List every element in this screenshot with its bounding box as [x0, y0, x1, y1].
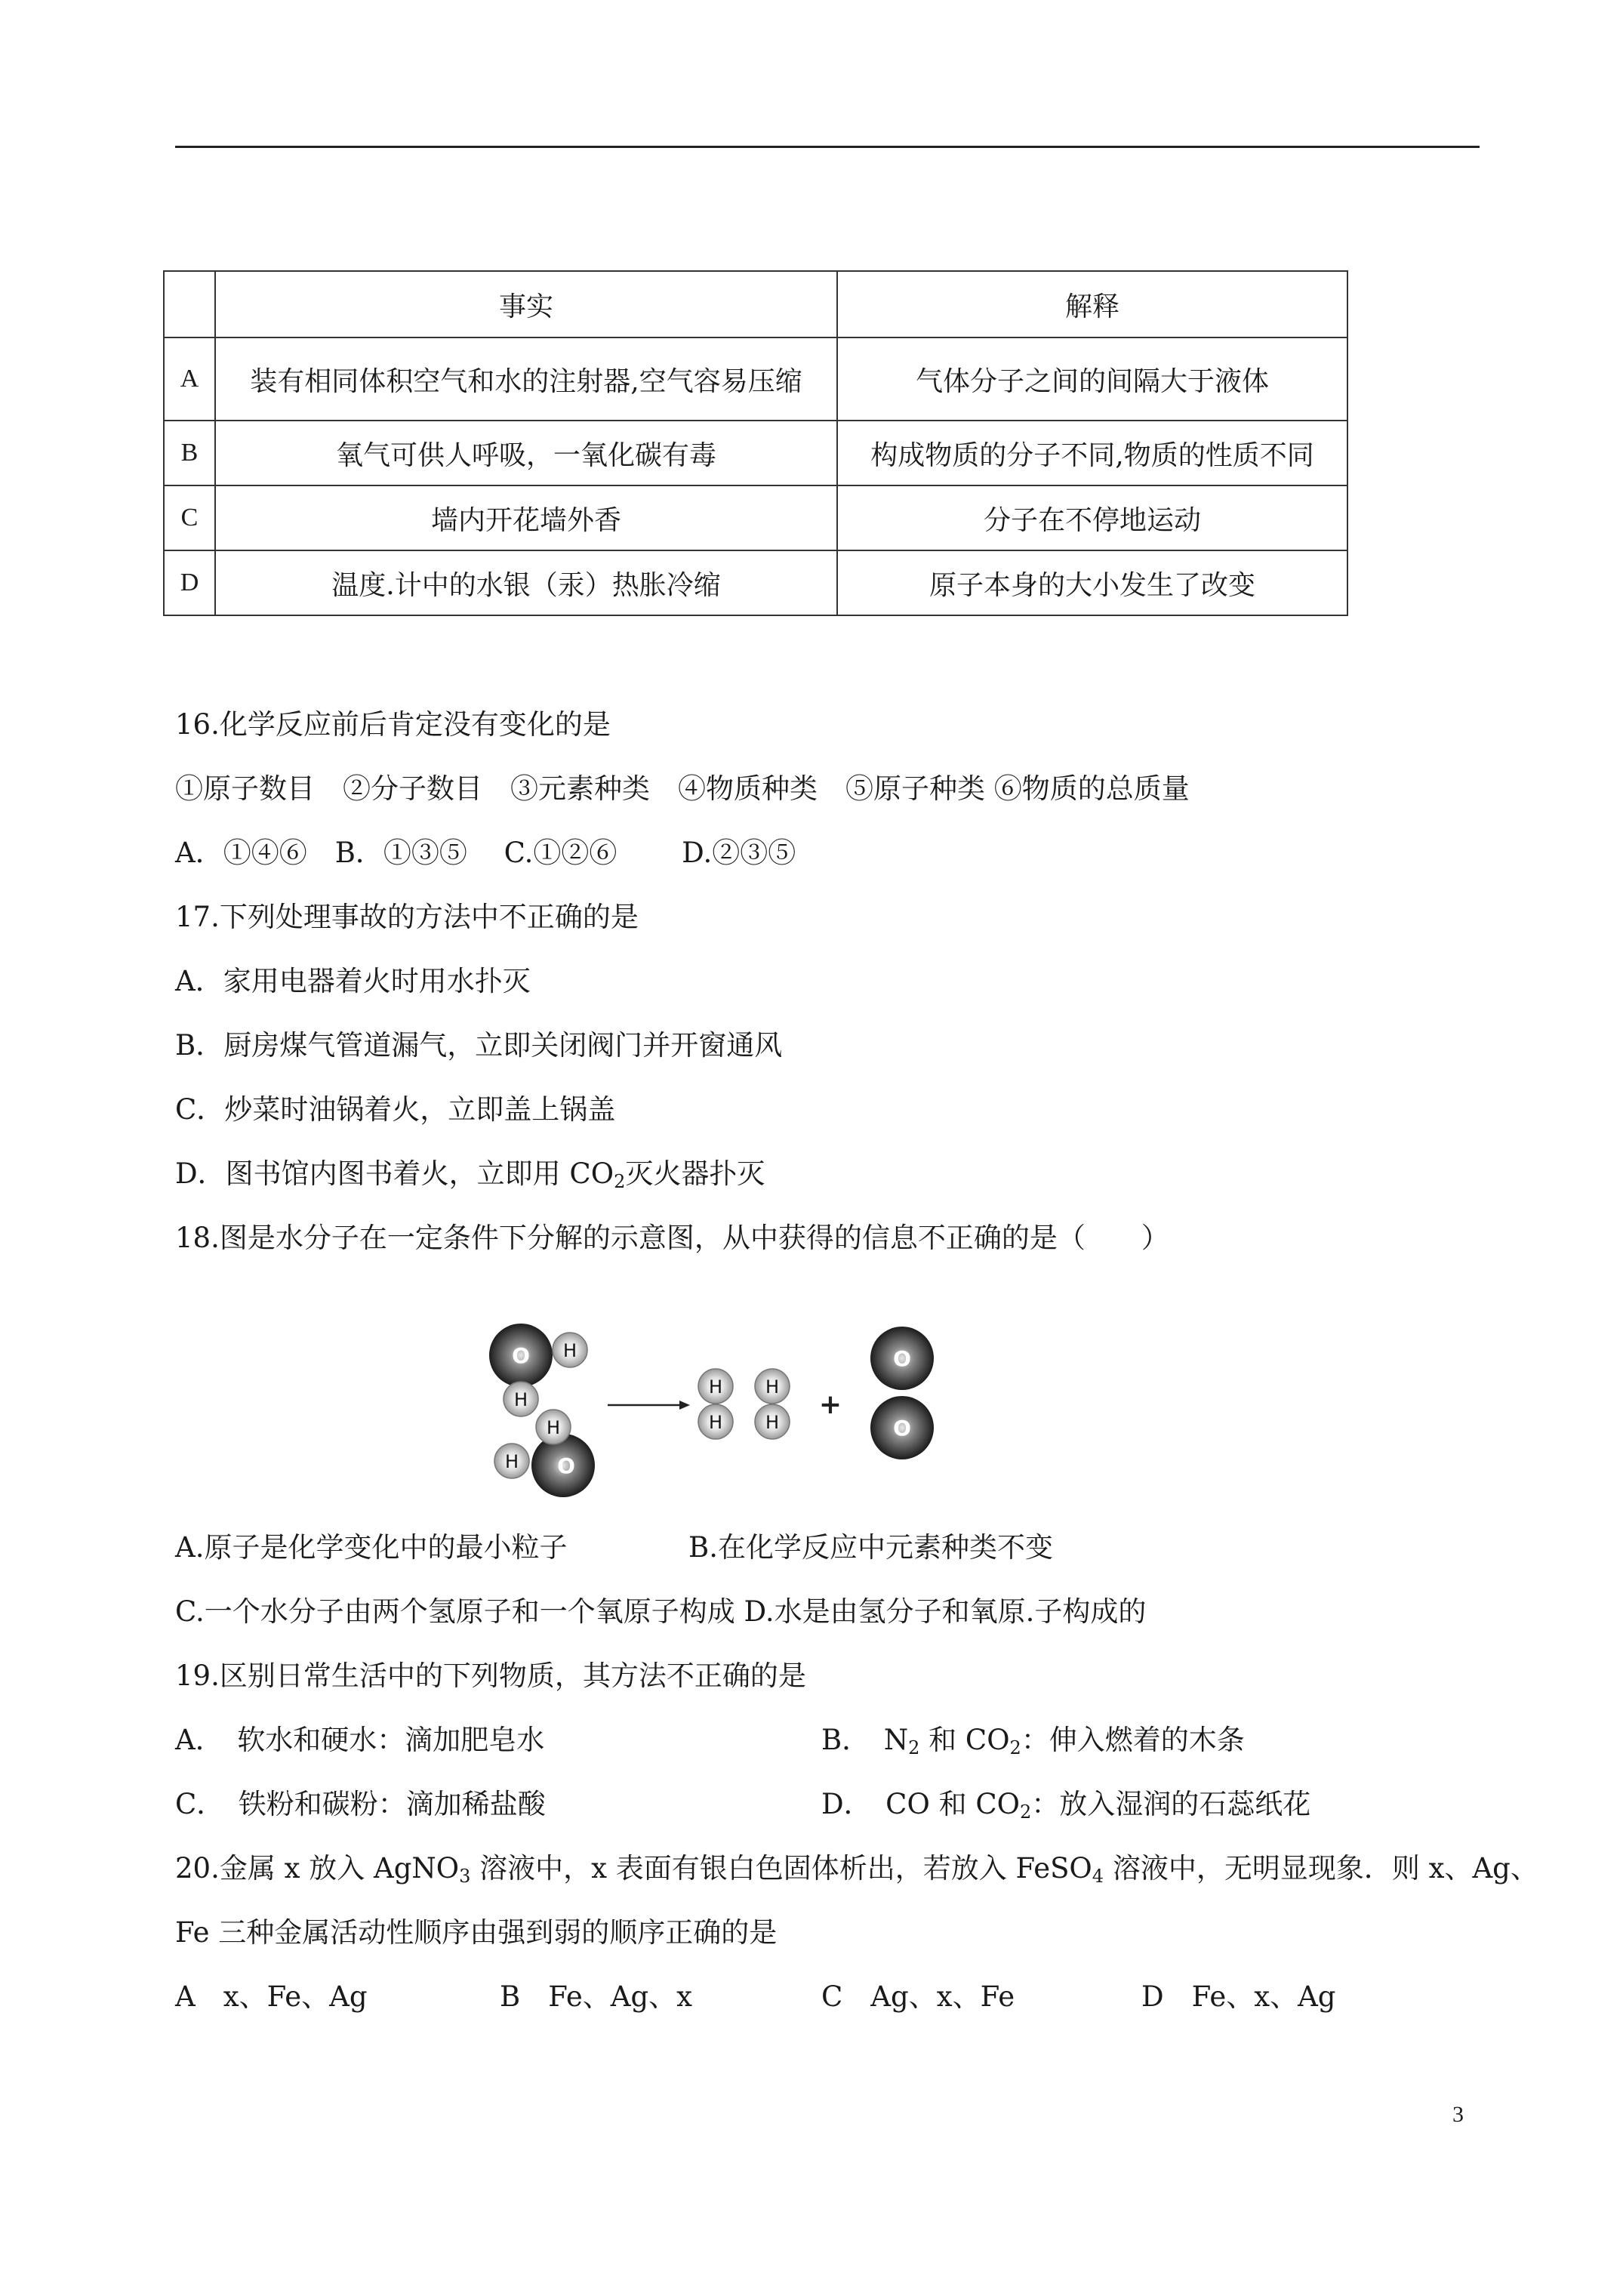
q17-option-d	[175, 1157, 765, 1192]
q17-option-a: A．家用电器着火时用水扑灭	[175, 965, 531, 997]
hydrogen-label: H	[513, 1389, 528, 1410]
row-explanation: 分子在不停地运动	[837, 485, 1347, 550]
q20-option-d: D Fe、x、Ag	[1141, 1980, 1336, 2013]
q20-l1-part1: 20.金属 x 放入 AgNO	[175, 1852, 460, 1885]
q19-b-sub1: 2	[908, 1737, 920, 1758]
q19-b-prefix: B． N	[821, 1724, 909, 1756]
q18-option-d: D.水是由氢分子和氧原.子构成的	[744, 1595, 1147, 1628]
oxygen-label: O	[512, 1343, 530, 1368]
row-key: B	[164, 421, 215, 485]
q19-d-prefix: D． CO 和 CO	[821, 1788, 1020, 1820]
row-key: D	[164, 550, 215, 615]
oxygen-label: O	[893, 1416, 911, 1441]
q19-b-sub2: 2	[1009, 1737, 1021, 1758]
table-row	[164, 421, 1347, 485]
q18-stem: 18.图是水分子在一定条件下分解的示意图，从中获得的信息不正确的是（ ）	[175, 1222, 1169, 1254]
hydrogen-label: H	[562, 1340, 577, 1361]
oxygen-label: O	[557, 1453, 575, 1478]
header-explanation: 解释	[837, 271, 1347, 337]
hydrogen-label: H	[765, 1376, 780, 1398]
q16-options: A．①④⑥ B．①③⑤ C.①②⑥ D.②③⑤	[175, 837, 796, 869]
page-number: 3	[1452, 2102, 1464, 2127]
q17-d-subscript: 2	[614, 1171, 626, 1192]
row-key: A	[164, 337, 215, 421]
header-rule	[175, 146, 1480, 148]
table-corner-cell	[164, 271, 215, 337]
q20-option-a: A x、Fe、Ag	[175, 1980, 368, 2013]
row-explanation: 气体分子之间的间隔大于液体	[837, 337, 1347, 421]
q17-d-prefix: D．图书馆内图书着火，立即用 CO	[175, 1157, 614, 1190]
q16-items: ①原子数目 ②分子数目 ③元素种类 ④物质种类 ⑤原子种类 ⑥物质的总质量	[175, 772, 1190, 805]
q18-options-cd	[175, 1595, 1147, 1628]
hydrogen-molecule-2	[755, 1369, 790, 1439]
q17-stem: 17.下列处理事故的方法中不正确的是	[175, 901, 639, 933]
q20-stem-line1	[175, 1854, 1538, 1885]
q19-d-suffix: ：放入湿润的石蕊纸花	[1031, 1788, 1311, 1820]
hydrogen-label: H	[765, 1412, 780, 1433]
q20-l1-part2: 溶液中，x 表面有银白色固体析出，若放入 FeSO	[470, 1852, 1092, 1885]
facts-table	[163, 270, 1348, 616]
table-header-row	[164, 271, 1347, 337]
q18-option-c: C.一个水分子由两个氢原子和一个氧原子构成	[175, 1595, 735, 1628]
q20-l1-sub1: 3	[459, 1866, 471, 1887]
row-fact: 墙内开花墙外香	[215, 485, 837, 550]
q17-d-suffix: 灭火器扑灭	[625, 1157, 765, 1190]
q19-b-mid: 和 CO	[919, 1724, 1010, 1756]
q16-stem: 16.化学反应前后肯定没有变化的是	[175, 708, 611, 741]
row-fact: 氧气可供人呼吸，一氧化碳有毒	[215, 421, 837, 485]
q19-option-c: C． 铁粉和碳粉：滴加稀盐酸	[175, 1788, 546, 1820]
hydrogen-label: H	[708, 1412, 723, 1433]
q19-option-b	[821, 1726, 1245, 1757]
row-key: C	[164, 485, 215, 550]
q18-option-a: A.原子是化学变化中的最小粒子	[175, 1531, 568, 1564]
row-explanation: 原子本身的大小发生了改变	[837, 550, 1347, 615]
hydrogen-molecule-1	[698, 1369, 733, 1439]
water-decomposition-diagram	[476, 1302, 944, 1506]
hydrogen-label: H	[546, 1417, 561, 1438]
reaction-arrow-icon	[608, 1401, 690, 1410]
oxygen-label: O	[893, 1346, 911, 1371]
row-fact: 温度.计中的水银（汞）热胀冷缩	[215, 550, 837, 615]
q19-option-d	[821, 1790, 1310, 1821]
q19-b-suffix: ：伸入燃着的木条	[1021, 1724, 1245, 1756]
oxygen-molecule	[870, 1327, 934, 1459]
q17-option-b: B．厨房煤气管道漏气，立即关闭阀门并开窗通风	[175, 1029, 783, 1062]
q17-option-c: C．炒菜时油锅着火，立即盖上锅盖	[175, 1093, 616, 1126]
q20-l1-part3: 溶液中，无明显现象．则 x、Ag、	[1104, 1852, 1538, 1885]
header-fact: 事实	[215, 271, 837, 337]
hydrogen-label: H	[504, 1451, 519, 1472]
q18-option-b: B.在化学反应中元素种类不变	[688, 1531, 1053, 1564]
q20-stem-line2: Fe 三种金属活动性顺序由强到弱的顺序正确的是	[175, 1916, 778, 1949]
row-explanation: 构成物质的分子不同,物质的性质不同	[837, 421, 1347, 485]
table-row	[164, 485, 1347, 550]
q20-l1-sub2: 4	[1092, 1866, 1104, 1887]
q20-option-c: C Ag、x、Fe	[821, 1980, 1015, 2013]
water-molecule-2	[494, 1410, 595, 1497]
water-molecule-1	[489, 1324, 587, 1416]
q19-stem: 19.区别日常生活中的下列物质，其方法不正确的是	[175, 1660, 806, 1692]
plus-sign: +	[818, 1389, 842, 1420]
q20-option-b: B Fe、Ag、x	[500, 1980, 693, 2013]
table-row	[164, 337, 1347, 421]
q19-d-sub: 2	[1019, 1801, 1032, 1823]
q19-option-a: A． 软水和硬水：滴加肥皂水	[175, 1724, 545, 1756]
row-fact: 装有相同体积空气和水的注射器,空气容易压缩	[215, 337, 837, 421]
table-row	[164, 550, 1347, 615]
hydrogen-label: H	[708, 1376, 723, 1398]
